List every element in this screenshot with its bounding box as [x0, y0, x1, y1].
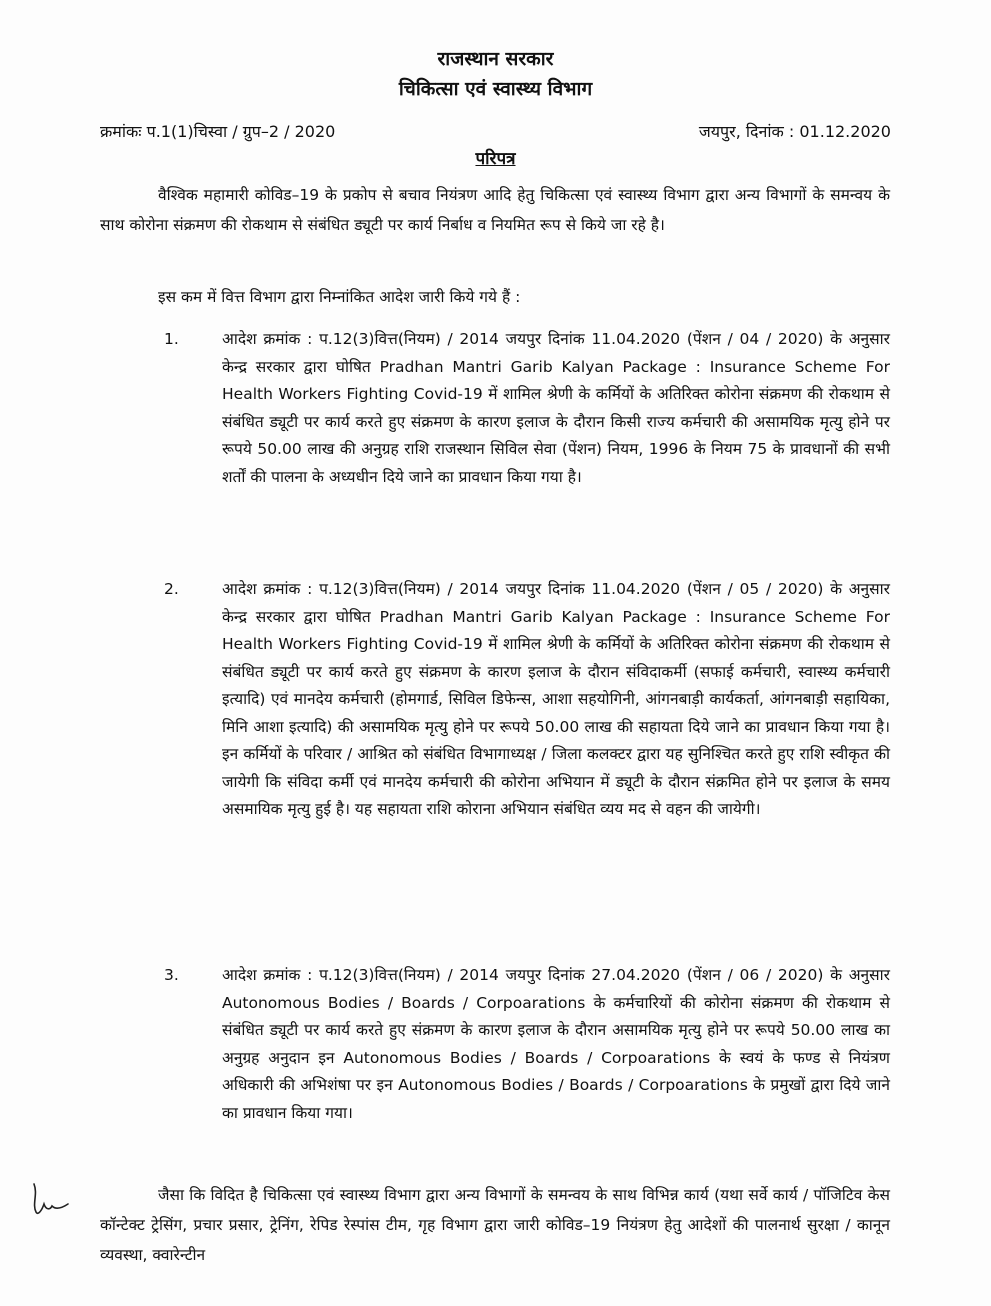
lead-paragraph: इस कम में वित्त विभाग द्वारा निम्नांकित आदेश जारी किये गये हैं :	[158, 288, 521, 306]
list-item-text: आदेश क्रमांक : प.12(3)वित्त(नियम) / 2014 जयपुर दिनांक 27.04.2020 (पेंशन / 06 / 2020) के अनुसार Autonomous Bodies / Boards / Corpoarations के कर्मचारियों की कोरोना संक्रमण की रोकथाम से संबंधित ड्यूटी पर कार्य करते हुए संक्रमण के कारण इलाज के दौरान असामयिक मृत्यु होने पर रूपये 50.00 लाख का अनुग्रह अनुदान इन Autonomous Bodies / Boards / Corpoarations के स्वयं के फण्ड से नियंत्रण अधिकारी की अभिशंषा पर इन Autonomous Bodies / Boards / Corpoarations के प्रमुखों द्वारा दिये जाने का प्रावधान किया गया।	[222, 966, 890, 1122]
list-item-text: आदेश क्रमांक : प.12(3)वित्त(नियम) / 2014 जयपुर दिनांक 11.04.2020 (पेंशन / 05 / 2020) के अनुसार केन्द्र सरकार द्वारा घोषित Pradhan Mantri Garib Kalyan Package : Insurance Scheme For Health Workers Fighting Covid-19 में शामिल श्रेणी के कर्मियों के अतिरिक्त कोरोना संक्रमण की रोकथाम से संबंधित ड्यूटी पर कार्य करते हुए संक्रमण के कारण इलाज के दौरान संविदाकर्मी (सफाई कर्मचारी, स्वास्थ्य कर्मचारी इत्यादि) एवं मानदेय कर्मचारी (होमगार्ड, सिविल डिफेन्स, आशा सहयोगिनी, आंगनबाड़ी कार्यकर्ता, आंगनबाड़ी सहायिका, मिनि आशा इत्यादि) की असामयिक मृत्यु होने पर रूपये 50.00 लाख की सहायता दिये जाने का प्रावधान किया गया है। इन कर्मियों के परिवार / आश्रित को संबंधित विभागाध्यक्ष / जिला कलक्टर द्वारा यह सुनिश्चित करते हुए राशि स्वीकृत की जायेगी कि संविदा कर्मी एवं मानदेय कर्मचारी की कोरोना अभियान में ड्यूटी के दौरान संक्रमित होने पर इलाज के समय असमायिक मृत्यु हुई है। यह सहायता राशि कोराना अभियान संबंधित व्यय मद से वहन की जायेगी।	[222, 580, 890, 818]
signature-mark	[28, 1180, 88, 1220]
order-number: क्रमांकः प.1(1)चिस्वा / ग्रुप–2 / 2020	[100, 122, 336, 141]
document-header	[0, 44, 991, 104]
reference-row	[100, 120, 891, 142]
department-name: चिकित्सा एवं स्वास्थ्य विभाग	[398, 78, 593, 100]
intro-paragraph: वैश्विक महामारी कोविड–19 के प्रकोप से बचाव नियंत्रण आदि हेतु चिकित्सा एवं स्वास्थ्य विभाग द्वारा अन्य विभागों के समन्वय के साथ कोरोना संक्रमण की रोकथाम से संबंधित ड्यूटी पर कार्य निर्बाध व नियमित रूप से किये जा रहे है।	[100, 186, 890, 234]
government-name: राजस्थान सरकार	[437, 48, 554, 70]
list-item-number: 2.	[164, 580, 179, 598]
list-item-number: 1.	[164, 330, 179, 348]
place-date: जयपुर, दिनांक : 01.12.2020	[698, 122, 891, 141]
document-title	[0, 146, 991, 169]
document-title-text: परिपत्र	[475, 149, 516, 169]
list-item-text: आदेश क्रमांक : प.12(3)वित्त(नियम) / 2014 जयपुर दिनांक 11.04.2020 (पेंशन / 04 / 2020) के अनुसार केन्द्र सरकार द्वारा घोषित Pradhan Mantri Garib Kalyan Package : Insurance Scheme For Health Workers Fighting Covid-19 में शामिल श्रेणी के कर्मियों के अतिरिक्त कोरोना संक्रमण की रोकथाम से संबंधित ड्यूटी पर कार्य करते हुए संक्रमण के कारण इलाज के दौरान किसी राज्य कर्मचारी की असामयिक मृत्यु होने पर रूपये 50.00 लाख की अनुग्रह राशि राजस्थान सिविल सेवा (पेंशन) नियम, 1996 के नियम 75 के प्रावधानों की सभी शर्तों की पालना के अध्यधीन दिये जाने का प्रावधान किया गया है।	[222, 330, 890, 486]
list-item	[100, 326, 890, 491]
list-item	[100, 962, 890, 1127]
list-item-number: 3.	[164, 966, 179, 984]
closing-paragraph: जैसा कि विदित है चिकित्सा एवं स्वास्थ्य विभाग द्वारा अन्य विभागों के समन्वय के साथ विभिन्न कार्य (यथा सर्वे कार्य / पॉजिटिव केस कॉन्टेक्ट ट्रेसिंग, प्रचार प्रसार, ट्रेनिंग, रेपिड रेस्पांस टीम, गृह विभाग द्वारा जारी कोविड–19 नियंत्रण हेतु आदेशों की पालनार्थ सुरक्षा / कानून व्यवस्था, क्वारेन्टीन	[100, 1186, 890, 1264]
list-item	[100, 576, 890, 824]
